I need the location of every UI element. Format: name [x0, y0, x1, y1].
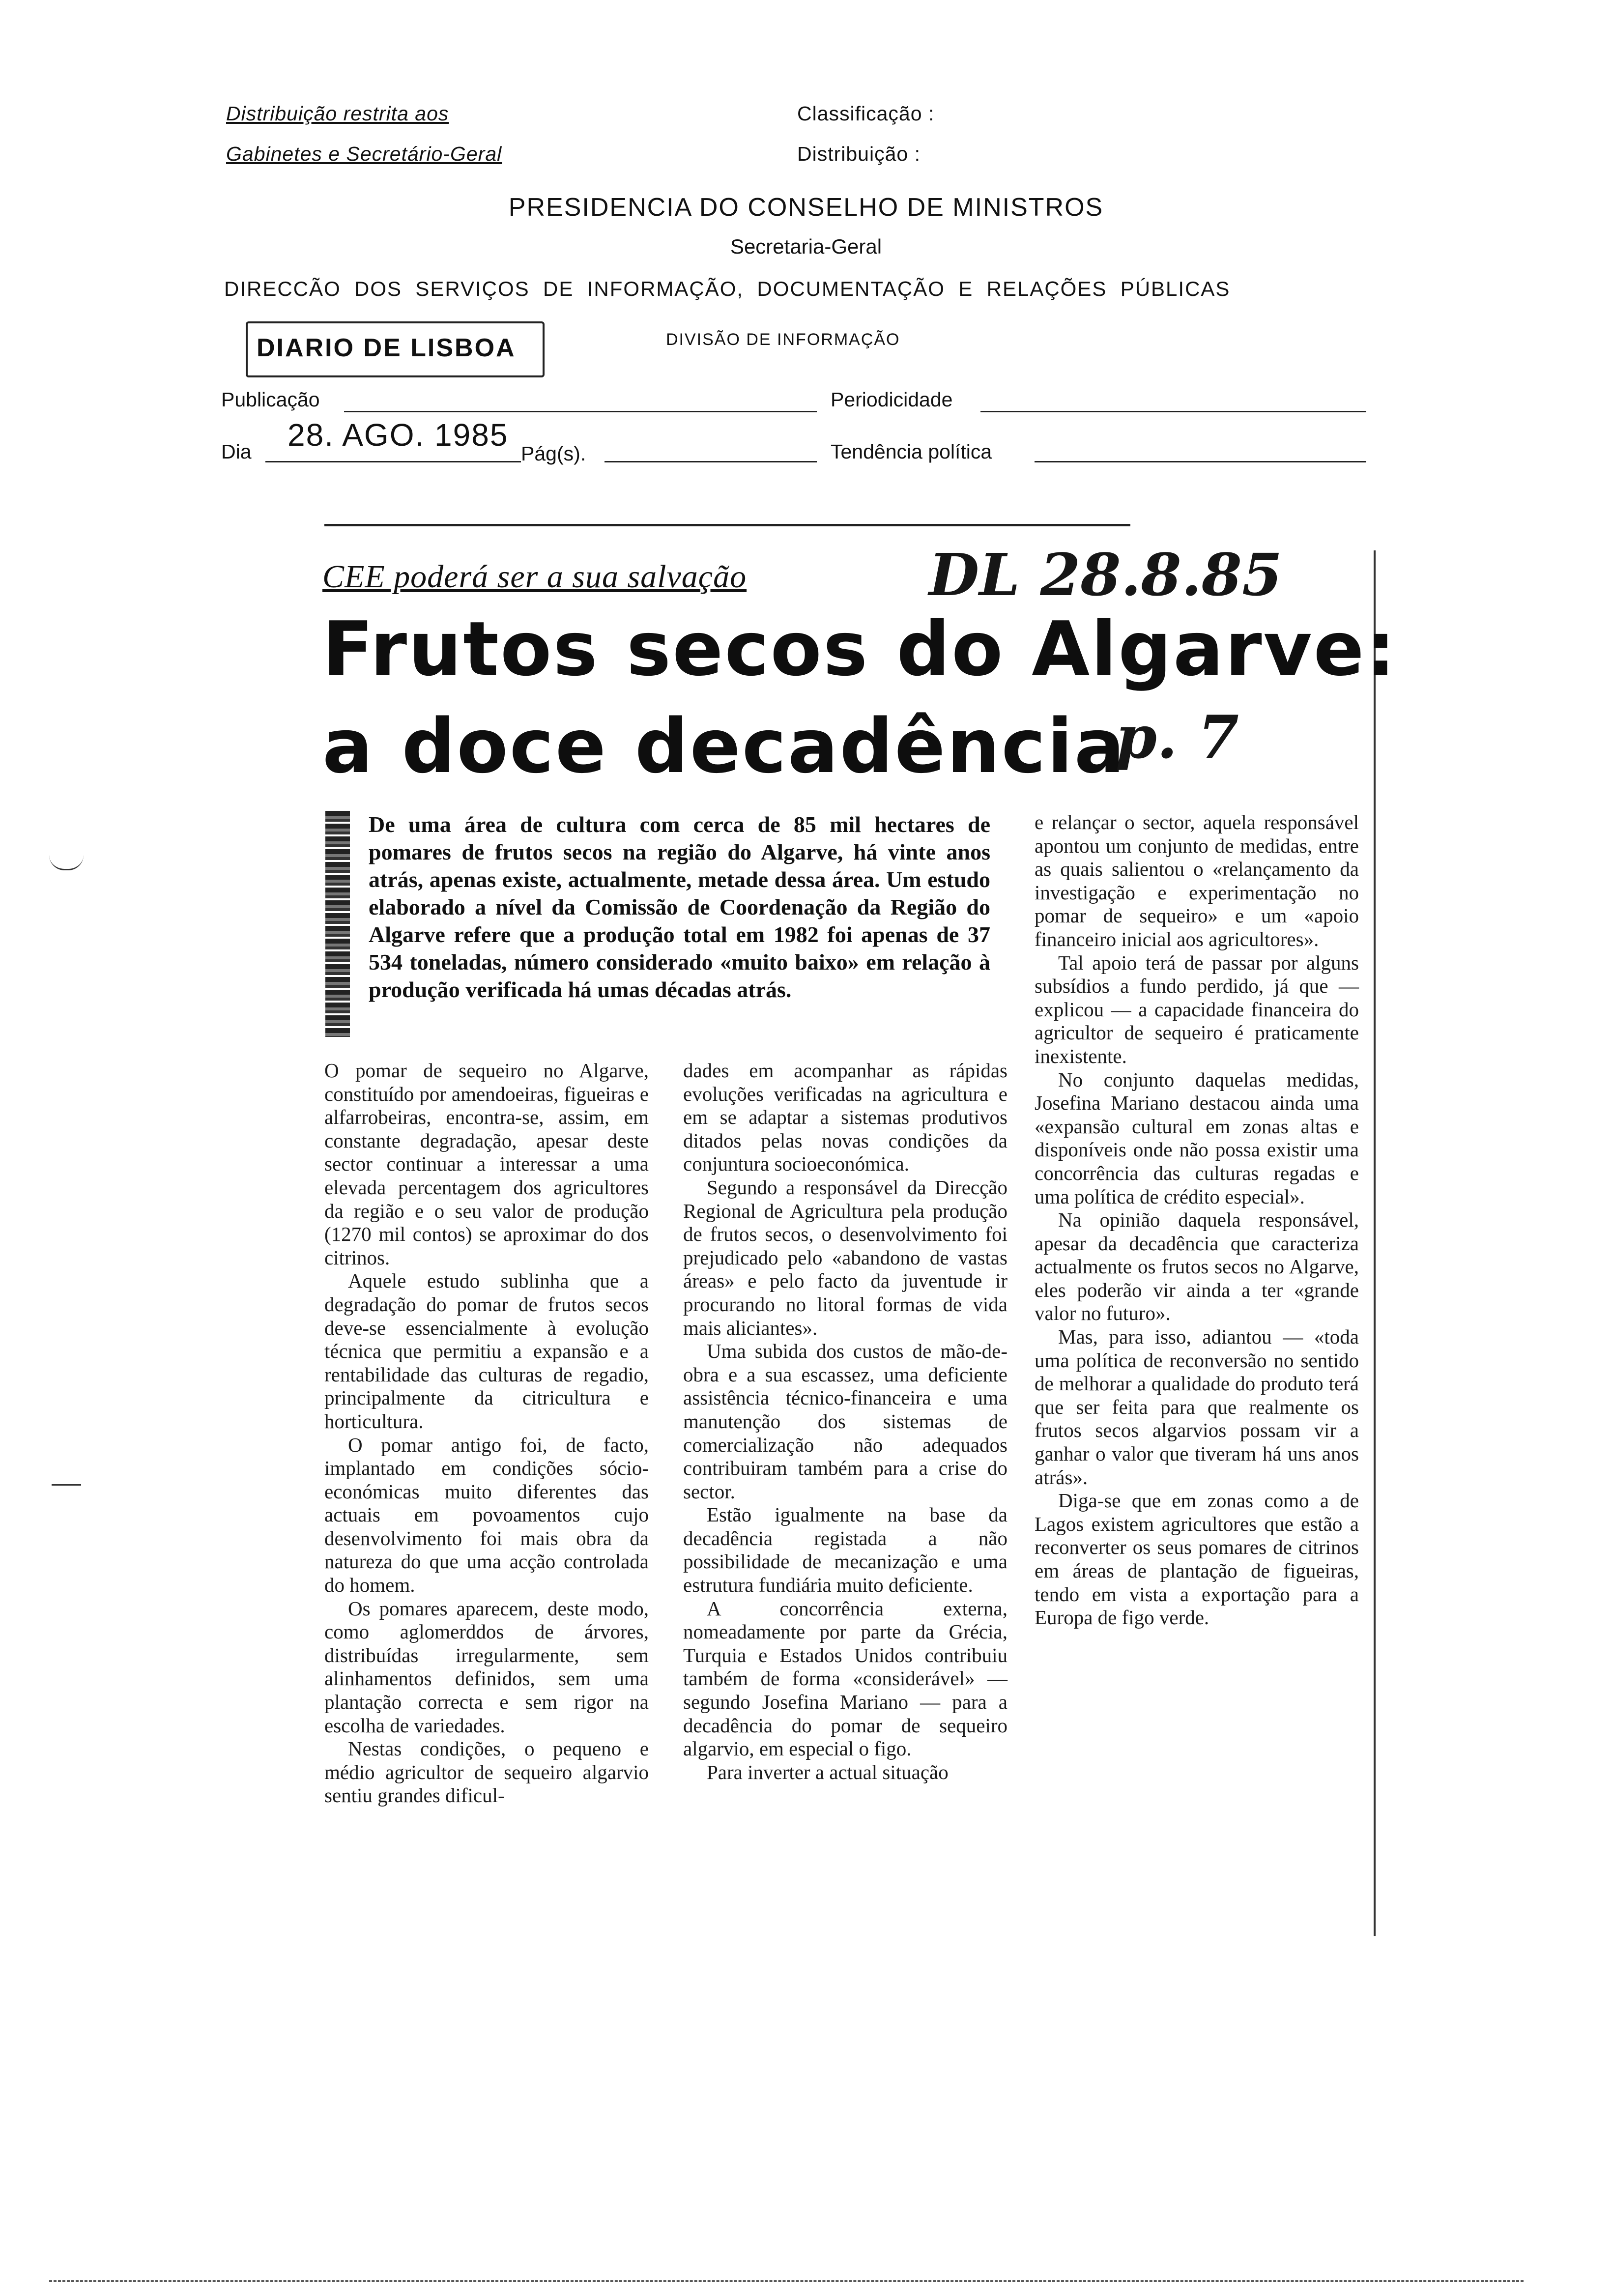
- column-3-paragraph: Na opinião daquela responsável, apesar da decadência que caracteriza actualmente os frutos secos no Algarve, eles poderão vir ainda a ter «grande valor no futuro».: [1035, 1208, 1359, 1325]
- column-2-paragraph: Para inverter a actual situação: [707, 1760, 949, 1783]
- pages-field-line: [604, 461, 817, 462]
- division-label: DIVISÃO DE INFORMAÇÃO: [666, 330, 900, 349]
- scan-mark: [52, 1484, 81, 1486]
- org-subtitle: Secretaria-Geral: [730, 235, 882, 258]
- column-2-paragraph: Segundo a responsável da Direcção Regional de Agricultura pela produção de frutos secos, o desenvolvimento foi prejudicado pelo «abandono de vastas áreas» e pelo facto da juventude ir procurando no litoral formas de vida mais aliciantes».: [683, 1176, 1008, 1339]
- column-3-paragraph: No conjunto daquelas medidas, Josefina Mariano destacou ainda uma «expansão cultural em zonas altas e disponíveis onde não possa existir uma concorrência das culturas regadas e uma política de crédito especial».: [1035, 1068, 1359, 1208]
- periodicity-field-line: [980, 411, 1366, 412]
- clipping-right-edge: [1374, 550, 1376, 1936]
- newspaper-stamp: [246, 321, 545, 377]
- article-column-3: [1035, 811, 1359, 1630]
- day-label: Dia: [221, 440, 252, 463]
- column-3-paragraph: Tal apoio terá de passar por alguns subsídios a fundo perdido, já que — explicou — a capacidade financeira do agricultor de sequeiro é praticamente inexistente.: [1035, 951, 1359, 1067]
- article-top-rule: [324, 524, 1130, 526]
- political-tendency-field-line: [1035, 461, 1366, 462]
- column-2-paragraph: Estão igualmente na base da decadência registada a não possibilidade de mecanização e uma estrutura fundiária muito deficiente.: [683, 1503, 1008, 1597]
- scan-bottom-edge: [49, 2280, 1524, 2282]
- article-kicker: CEE poderá ser a sua salvação: [322, 559, 747, 595]
- date-stamp: 28. AGO. 1985: [288, 417, 509, 453]
- distribution-note-line2: Gabinetes e Secretário-Geral: [226, 143, 502, 165]
- handwritten-date-note: DL 28.8.85: [929, 541, 1283, 609]
- article-headline-line1: Frutos secos do Algarve:: [322, 605, 1397, 692]
- column-2-paragraph: dades em acompanhar as rápidas evoluções verificadas na agricultura e em se adaptar a sistemas produtivos ditados pelas novas condições da conjuntura socioeconómica.: [683, 1059, 1008, 1176]
- directorate-line: DIRECCÃO DOS SERVIÇOS DE INFORMAÇÃO, DOCUMENTAÇÃO E RELAÇÕES PÚBLICAS: [224, 277, 1231, 300]
- publication-field-line: [344, 411, 817, 412]
- article-lead-paragraph: De uma área de cultura com cerca de 85 mil hectares de pomares de frutos secos na região do Algarve, há vinte anos atrás, apenas existe, actualmente, metade dessa área. Um estudo elaborado a nível da Comissão de Coordenação da Região do Algarve refere que a produção total em 1982 foi apenas de 37 534 toneladas, número considerado «muito baixo» em relação à produção verificada há umas décadas atrás.: [369, 812, 990, 1002]
- publication-label: Publicação: [221, 388, 320, 411]
- classification-label: Classificação :: [797, 102, 935, 125]
- political-tendency-label: Tendência política: [831, 440, 992, 463]
- column-1-paragraph: O pomar antigo foi, de facto, implantado em condições sócio-económicas muito diferentes das actuais em povoamentos cujo desenvolvimento foi mais obra da natureza do que uma acção controlada do homem.: [324, 1433, 649, 1597]
- column-2-paragraph: Uma subida dos custos de mão-de-obra e a sua escassez, uma deficiente assistência técnico-financeira e uma manutenção dos sistemas de comercialização não adequados contribuiram também para a crise do sector.: [683, 1340, 1008, 1503]
- column-1-paragraph: O pomar de sequeiro no Algarve, constituído por amendoeiras, figueiras e alfarrobeiras, encontra-se, assim, em constante degradação, apesar deste sector continuar a interessar a uma elevada percentagem dos agricultores da região e o seu valor de produção (1270 mil contos) se aproximar do dos citrinos.: [324, 1059, 649, 1269]
- column-2-paragraph: A concorrência externa, nomeadamente por parte da Grécia, Turquia e Estados Unidos contribuiu também de forma «considerável» — segundo Josefina Mariano — para a decadência do pomar de sequeiro algarvio, em especial o figo.: [683, 1597, 1008, 1760]
- article-column-2: [683, 1059, 1008, 1784]
- article-column-1: [324, 1059, 649, 1808]
- scan-mark: [49, 855, 84, 870]
- day-field-line: [265, 461, 521, 462]
- column-3-paragraph: Diga-se que em zonas como a de Lagos existem agricultores que estão a reconverter os seus pomares de citrinos em áreas de plantação de figueiras, tendo em vista a exportação para a Europa de figo verde.: [1035, 1489, 1359, 1629]
- column-3-paragraph: Mas, para isso, adiantou — «toda uma política de reconversão no sentido de melhorar a qualidade do produto terá que ser feita para que realmente os frutos secos algarvios possam vir a ganhar o valor que tiveram há uns anos atrás».: [1035, 1325, 1359, 1489]
- periodicity-label: Periodicidade: [831, 388, 953, 411]
- distribution-note-line1: Distribuição restrita aos: [226, 102, 449, 125]
- handwritten-page-note: p. 7: [1116, 703, 1239, 772]
- column-1-paragraph: Os pomares aparecem, deste modo, como aglomerddos de árvores, distribuídas irregularmente, sem alinhamentos definidos, sem uma plantação correcta e sem rigor na escolha de variedades.: [324, 1597, 649, 1737]
- distribution-label: Distribuição :: [797, 143, 921, 165]
- column-3-paragraph: e relançar o sector, aquela responsável apontou um conjunto de medidas, entre as quais salientou o «relançamento da investigação e experimentação no pomar de sequeiro» e um «apoio financeiro inicial aos agricultores».: [1035, 811, 1359, 950]
- org-title: PRESIDENCIA DO CONSELHO DE MINISTROS: [508, 193, 1104, 222]
- pages-label: Pág(s).: [521, 442, 586, 465]
- column-1-paragraph: Aquele estudo sublinha que a degradação do pomar de frutos secos deve-se essencialmente à evolução técnica que permitiu a expansão e a rentabilidade das culturas de regadio, principalmente da citricultura e horticultura.: [324, 1269, 649, 1433]
- drop-cap-ornament: [325, 811, 350, 1037]
- column-1-paragraph: Nestas condições, o pequeno e médio agricultor de sequeiro algarvio sentiu grandes dificul-: [324, 1737, 649, 1807]
- article-headline-line2: a doce decadência: [322, 703, 1126, 790]
- newspaper-stamp-text: DIARIO DE LISBOA: [257, 334, 516, 362]
